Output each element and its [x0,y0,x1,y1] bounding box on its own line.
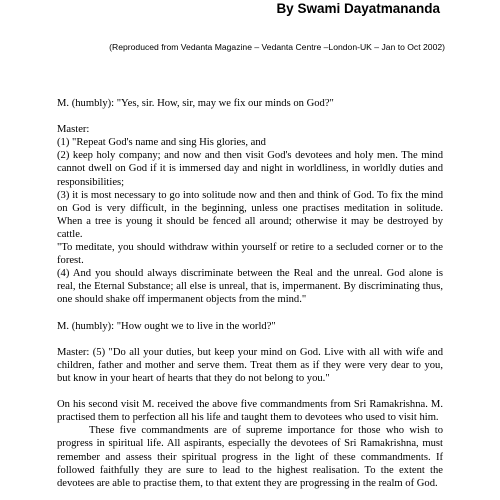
document-body [57,97,443,490]
master-label: Master: [57,124,90,136]
visit-paragraph: On his second visit M. received the above five commandments from Sri Ramakrishna. M. practised them to perfection all his life and taught them to devotees who used to visit him. [57,399,443,424]
paragraph-gap [57,333,443,346]
source-citation: (Reproduced from Vedanta Magazine – Vedanta Centre –London-UK – Jan to Oct 2002) [109,42,445,52]
commandments-paragraph: These five commandments are of supreme importance for those who wish to progress in spiritual life. All aspirants, especially the devotees of Sri Ramakrishna, must remember and assess their spiritual progress in the light of these commandments. If followed faithfully they are sure to lead to the highest realisation. To the extent the devotees are able to practise them, to that extent they are progressing in the realm of God. [57,425,443,489]
paragraph-gap [57,385,443,398]
commandment-2: (2) keep holy company; and now and then visit God's devotees and holy men. The mind cannot dwell on God if it is immersed day and night in worldliness, in worldly duties and responsibilities; [57,150,443,188]
question-paragraph: M. (humbly): "Yes, sir. How, sir, may we fix our minds on God?" [57,98,334,109]
question-paragraph-2: M. (humbly): "How ought we to live in the world?" [57,320,276,332]
commandment-4: (4) And you should always discriminate between the Real and the unreal. God alone is real, the Eternal Substance; all else is unreal, that is, impermanent. By discriminating thus, one should shake off impermanent objects from the mind." [57,268,443,306]
meditation-paragraph: "To meditate, you should withdraw within yourself or retire to a secluded corner or to the forest. [57,242,443,267]
paragraph-gap [57,110,443,123]
commandment-1: (1) "Repeat God's name and sing His glories, and [57,137,266,149]
author-byline: By Swami Dayatmananda [276,1,440,16]
commandment-3: (3) it is most necessary to go into solitude now and then and think of God. To fix the mind on God is very difficult, in the beginning, unless one practises meditation in solitude. When a tree is young it should be fenced all around; otherwise it may be destroyed by cattle. [57,189,443,240]
commandment-5: Master: (5) "Do all your duties, but keep your mind on God. Live with all with wife and children, father and mother and serve them. Treat them as if they were very dear to you, but know in your heart of hearts that they do not belong to you." [57,346,443,384]
paragraph-gap [57,307,443,320]
